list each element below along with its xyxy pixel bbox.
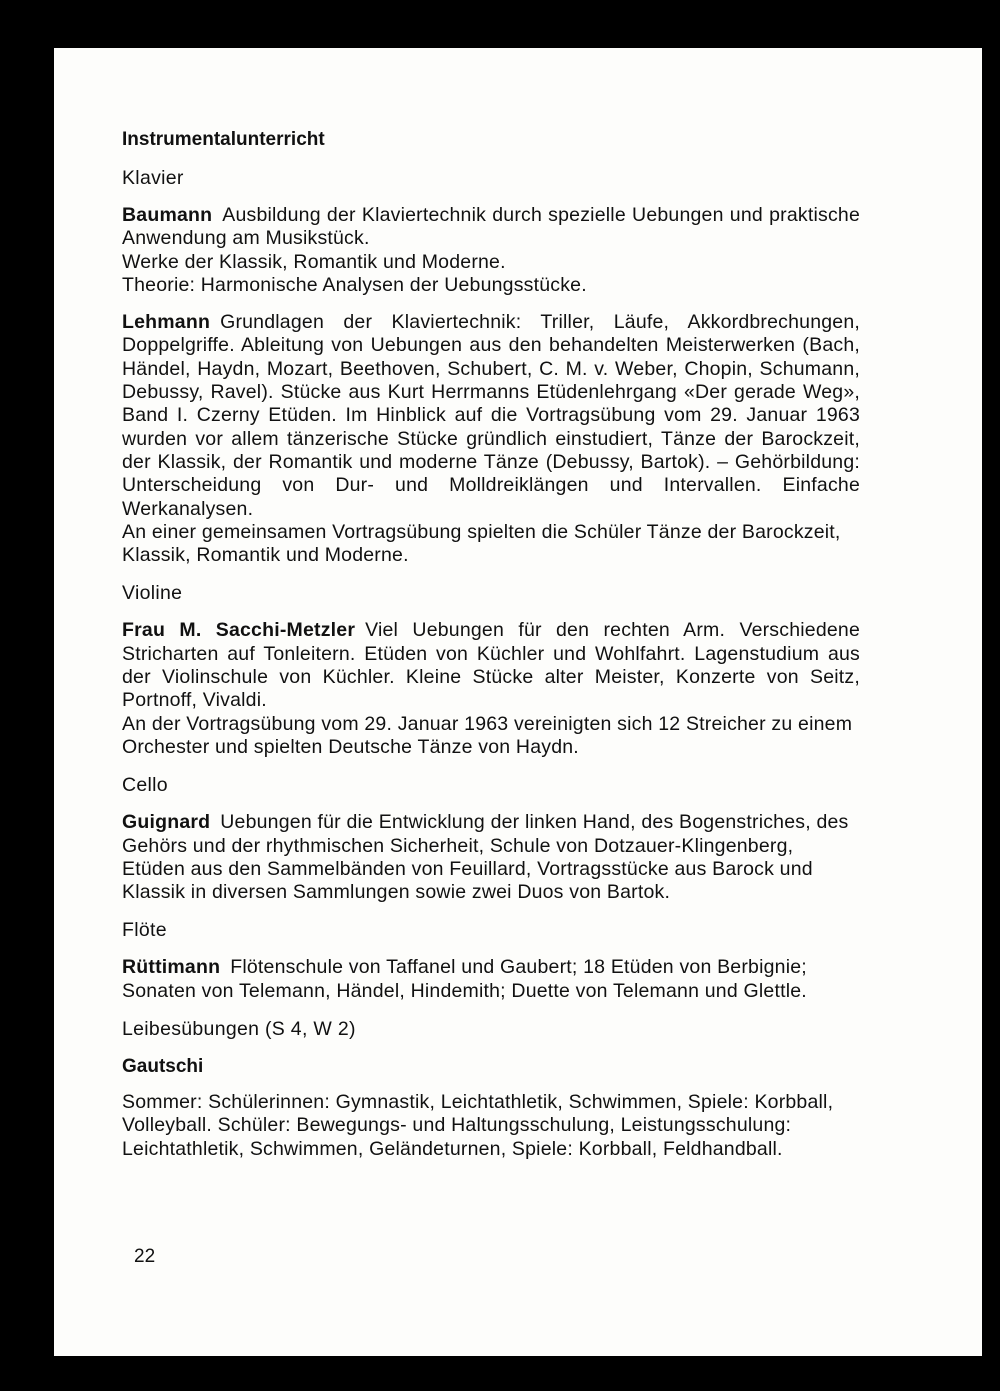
teacher-name-gautschi: Gautschi bbox=[122, 1056, 204, 1078]
entry-sacchi-metzler bbox=[122, 619, 860, 759]
teacher-name: Baumann bbox=[122, 204, 213, 226]
entry-text: Sommer: Schülerinnen: Gymnastik, Leichtathletik, Schwimmen, Spiele: Korbball, Volleyball. Schüler: Bewegungs- und Haltungsschulung, Leistungsschulung: Leichtathletik, Schwimmen, Geländeturnen, Spiele: Korbball, Feldhandball. bbox=[122, 1091, 834, 1160]
page-number: 22 bbox=[134, 1246, 156, 1267]
entry-text: Uebungen für die Entwicklung der linken Hand, des Bogenstriches, des Gehörs und der rhythmischen Sicherheit, Schule von Dotzauer-Klingenberg, Etüden aus den Sammelbänden von Feuillard, Vortragsstücke aus Barock und Klassik in diversen Sammlungen sowie zwei Duos von Bartok. bbox=[122, 811, 849, 904]
entry-lehmann bbox=[122, 311, 860, 567]
entry-baumann bbox=[122, 204, 860, 297]
entry-guignard bbox=[122, 811, 860, 904]
entry-gautschi bbox=[122, 1091, 860, 1161]
teacher-name: Guignard bbox=[122, 811, 211, 834]
entry-text-line: Theorie: Harmonische Analysen der Uebungsstücke. bbox=[122, 273, 587, 296]
entry-text: Grundlagen der Klaviertechnik: Triller, Läufe, Akkordbrechungen, Doppelgriffe. Ableitung von Uebungen aus den behandelten Meisterwerken (Bach, Händel, Haydn, Mozart, Beethoven, Schubert, C. M. v. Weber, Chopin, Schumann, Debussy, Ravel). Stücke aus Kurt Herrmanns Etüdenlehrgang «Der gerade Weg», Band I. Czerny Etüden. Im Hinblick auf die Vortragsübung vom 29. Januar 1963 wurden vor allem tänzerische Stücke gründlich einstudiert, Tänze der Barockzeit, der Klassik, der Romantik und moderne Tänze (Debussy, Bartok). – Gehörbildung: Unterscheidung von Dur- und Molldreiklängen und Intervallen. Einfache Werkanalysen. bbox=[122, 311, 860, 520]
page-content bbox=[122, 128, 860, 1175]
subsection-klavier: Klavier bbox=[122, 167, 184, 189]
entry-text-line: Werke der Klassik, Romantik und Moderne. bbox=[122, 250, 506, 273]
document-page bbox=[54, 48, 982, 1356]
section-title: Instrumentalunterricht bbox=[122, 129, 325, 150]
subsection-leibesuebungen: Leibesübungen (S 4, W 2) bbox=[122, 1018, 356, 1041]
entry-ruettimann bbox=[122, 956, 860, 1003]
teacher-name: Rüttimann bbox=[122, 956, 221, 979]
entry-text: Viel Uebungen für den rechten Arm. Verschiedene Stricharten auf Tonleitern. Etüden von Küchler und Wohlfahrt. Lagenstudium aus der Violinschule von Küchler. Kleine Stücke alter Meister, Konzerte von Seitz, Portnoff, Vivaldi. bbox=[122, 619, 861, 712]
entry-text-line: An der Vortragsübung vom 29. Januar 1963 vereinigten sich 12 Streicher zu einem Orchester und spielten Deutsche Tänze von Haydn. bbox=[122, 712, 853, 758]
teacher-name: Frau M. Sacchi-Metzler bbox=[122, 619, 356, 642]
teacher-name: Lehmann bbox=[122, 311, 211, 334]
subsection-cello: Cello bbox=[122, 774, 168, 797]
entry-text-line: An einer gemeinsamen Vortragsübung spielten die Schüler Tänze der Barockzeit, Klassik, Romantik und Moderne. bbox=[122, 520, 841, 567]
entry-text: Flötenschule von Taffanel und Gaubert; 18 Etüden von Berbignie; Sonaten von Telemann, Händel, Hindemith; Duette von Telemann und Glettle. bbox=[122, 956, 807, 1002]
entry-text: Ausbildung der Klaviertechnik durch spezielle Uebungen und praktische Anwendung am Musikstück. bbox=[122, 204, 860, 250]
subsection-floete: Flöte bbox=[122, 919, 167, 942]
subsection-violine: Violine bbox=[122, 582, 183, 605]
